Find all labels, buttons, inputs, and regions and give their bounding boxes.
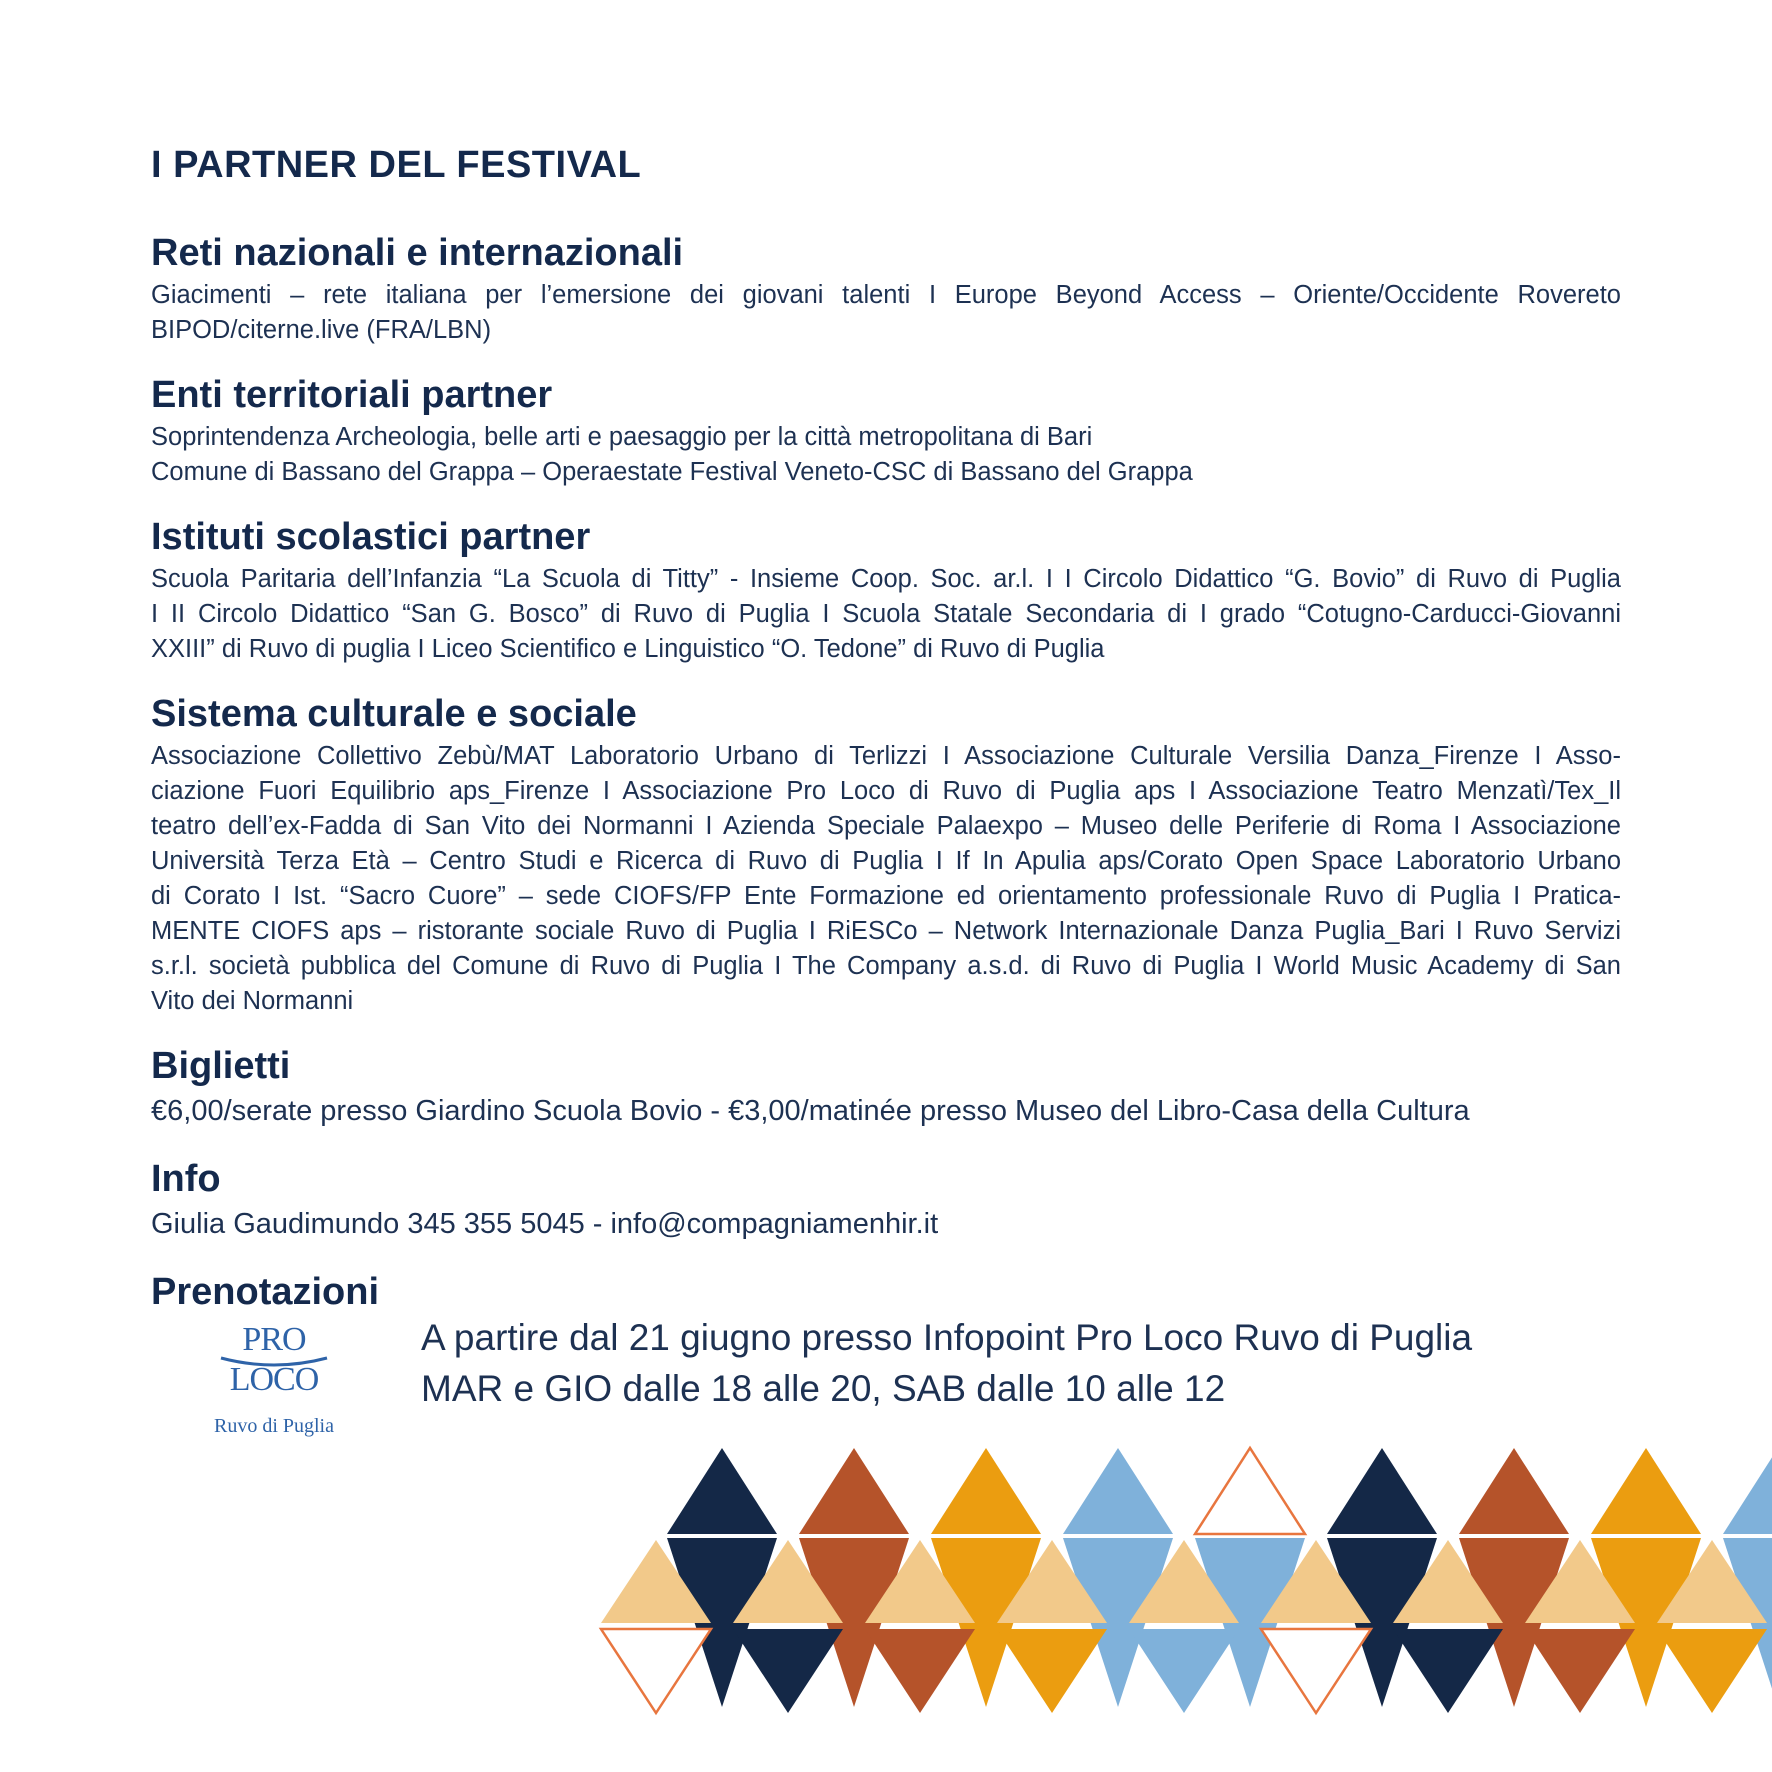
pattern-triangle-bottom bbox=[1657, 1629, 1767, 1713]
info-heading: Info bbox=[151, 1158, 221, 1200]
bookings-line-1: A partire dal 21 giugno presso Infopoint Pro Loco Ruvo di Puglia bbox=[421, 1317, 1473, 1358]
text-line: Scuola Paritaria dell’Infanzia “La Scuola di Titty” - Insieme Coop. Soc. ar.l. I I Circolo Didattico “G. Bovio” di Ruvo di Puglia bbox=[151, 565, 1621, 593]
pattern-triangle-bottom bbox=[865, 1629, 975, 1713]
text-line: teatro dell’ex-Fadda di San Vito dei Normanni I Azienda Speciale Palaexpo – Museo delle Periferie di Roma I Associazione bbox=[151, 812, 1621, 840]
section-heading: Istituti scolastici partner bbox=[151, 516, 591, 558]
text-line: di Corato I Ist. “Sacro Cuore” – sede CIOFS/FP Ente Formazione ed orientamento professionale Ruvo di Puglia I Pratica- bbox=[151, 882, 1621, 910]
bookings-heading: Prenotazioni bbox=[151, 1271, 380, 1313]
section-heading: Reti nazionali e internazionali bbox=[151, 232, 684, 274]
pattern-triangle-bottom bbox=[1129, 1629, 1239, 1713]
tickets-heading: Biglietti bbox=[151, 1045, 291, 1087]
text-line: Università Terza Età – Centro Studi e Ricerca di Ruvo di Puglia I If In Apulia aps/Corato Open Space Laboratorio Urbano bbox=[151, 847, 1621, 875]
pattern-triangle-up bbox=[799, 1448, 909, 1534]
text-line: ciazione Fuori Equilibrio aps_Firenze I Associazione Pro Loco di Ruvo di Puglia aps I Associazione Teatro Menzatì/Tex_Il bbox=[151, 777, 1621, 805]
pattern-triangle-up bbox=[931, 1448, 1041, 1534]
pattern-triangle-bottom bbox=[601, 1629, 711, 1713]
text-line: MENTE CIOFS aps – ristorante sociale Ruvo di Puglia I RiESCo – Network Internazionale Danza Puglia_Bari I Ruvo Servizi bbox=[151, 917, 1621, 945]
text-line: Comune di Bassano del Grappa – Operaestate Festival Veneto-CSC di Bassano del Grappa bbox=[151, 458, 1193, 486]
section-heading: Enti territoriali partner bbox=[151, 374, 553, 416]
pattern-triangle-bottom bbox=[733, 1629, 843, 1713]
logo-sub-text: Ruvo di Puglia bbox=[213, 1415, 334, 1437]
text-line: Vito dei Normanni bbox=[151, 987, 354, 1015]
text-line: XXIII” di Ruvo di puglia I Liceo Scientifico e Linguistico “O. Tedone” di Ruvo di Puglia bbox=[151, 635, 1105, 663]
pattern-triangle-bottom bbox=[1525, 1629, 1635, 1713]
pattern-triangle-up bbox=[1723, 1448, 1772, 1534]
section-heading: Sistema culturale e sociale bbox=[151, 693, 637, 735]
pattern-triangle-bottom bbox=[997, 1629, 1107, 1713]
pattern-triangle-up bbox=[1195, 1448, 1305, 1534]
text-line: Associazione Collettivo Zebù/MAT Laboratorio Urbano di Terlizzi I Associazione Culturale Versilia Danza_Firenze I Asso- bbox=[151, 742, 1621, 770]
page-title: I PARTNER DEL FESTIVAL bbox=[151, 144, 642, 186]
text-line: BIPOD/citerne.live (FRA/LBN) bbox=[151, 316, 492, 344]
tickets-text: €6,00/serate presso Giardino Scuola Bovio - €3,00/matinée presso Museo del Libro-Casa della Cultura bbox=[151, 1095, 1470, 1127]
pattern-triangle-bottom bbox=[1393, 1629, 1503, 1713]
text-line: Soprintendenza Archeologia, belle arti e paesaggio per la città metropolitana di Bari bbox=[151, 423, 1093, 451]
pattern-triangle-up bbox=[1327, 1448, 1437, 1534]
pattern-triangle-up bbox=[667, 1448, 777, 1534]
text-line: I II Circolo Didattico “San G. Bosco” di Ruvo di Puglia I Scuola Statale Secondaria di I grado “Cotugno-Carducci-Giovanni bbox=[151, 600, 1621, 628]
pattern-triangle-up bbox=[1459, 1448, 1569, 1534]
logo-main-text: PRO LOCO bbox=[229, 1321, 319, 1398]
text-line: Giacimenti – rete italiana per l’emersione dei giovani talenti I Europe Beyond Access – Oriente/Occidente Rovereto bbox=[151, 281, 1621, 309]
pattern-triangle-up bbox=[1063, 1448, 1173, 1534]
info-text: Giulia Gaudimundo 345 355 5045 - info@compagniamenhir.it bbox=[151, 1208, 939, 1240]
pattern-triangle-up bbox=[1591, 1448, 1701, 1534]
text-line: s.r.l. società pubblica del Comune di Ruvo di Puglia I The Company a.s.d. di Ruvo di Puglia I World Music Academy di San bbox=[151, 952, 1621, 980]
pattern-group bbox=[601, 1448, 1772, 1713]
pattern-triangle-bottom bbox=[1261, 1629, 1371, 1713]
bookings-line-2: MAR e GIO dalle 18 alle 20, SAB dalle 10 alle 12 bbox=[421, 1368, 1226, 1409]
